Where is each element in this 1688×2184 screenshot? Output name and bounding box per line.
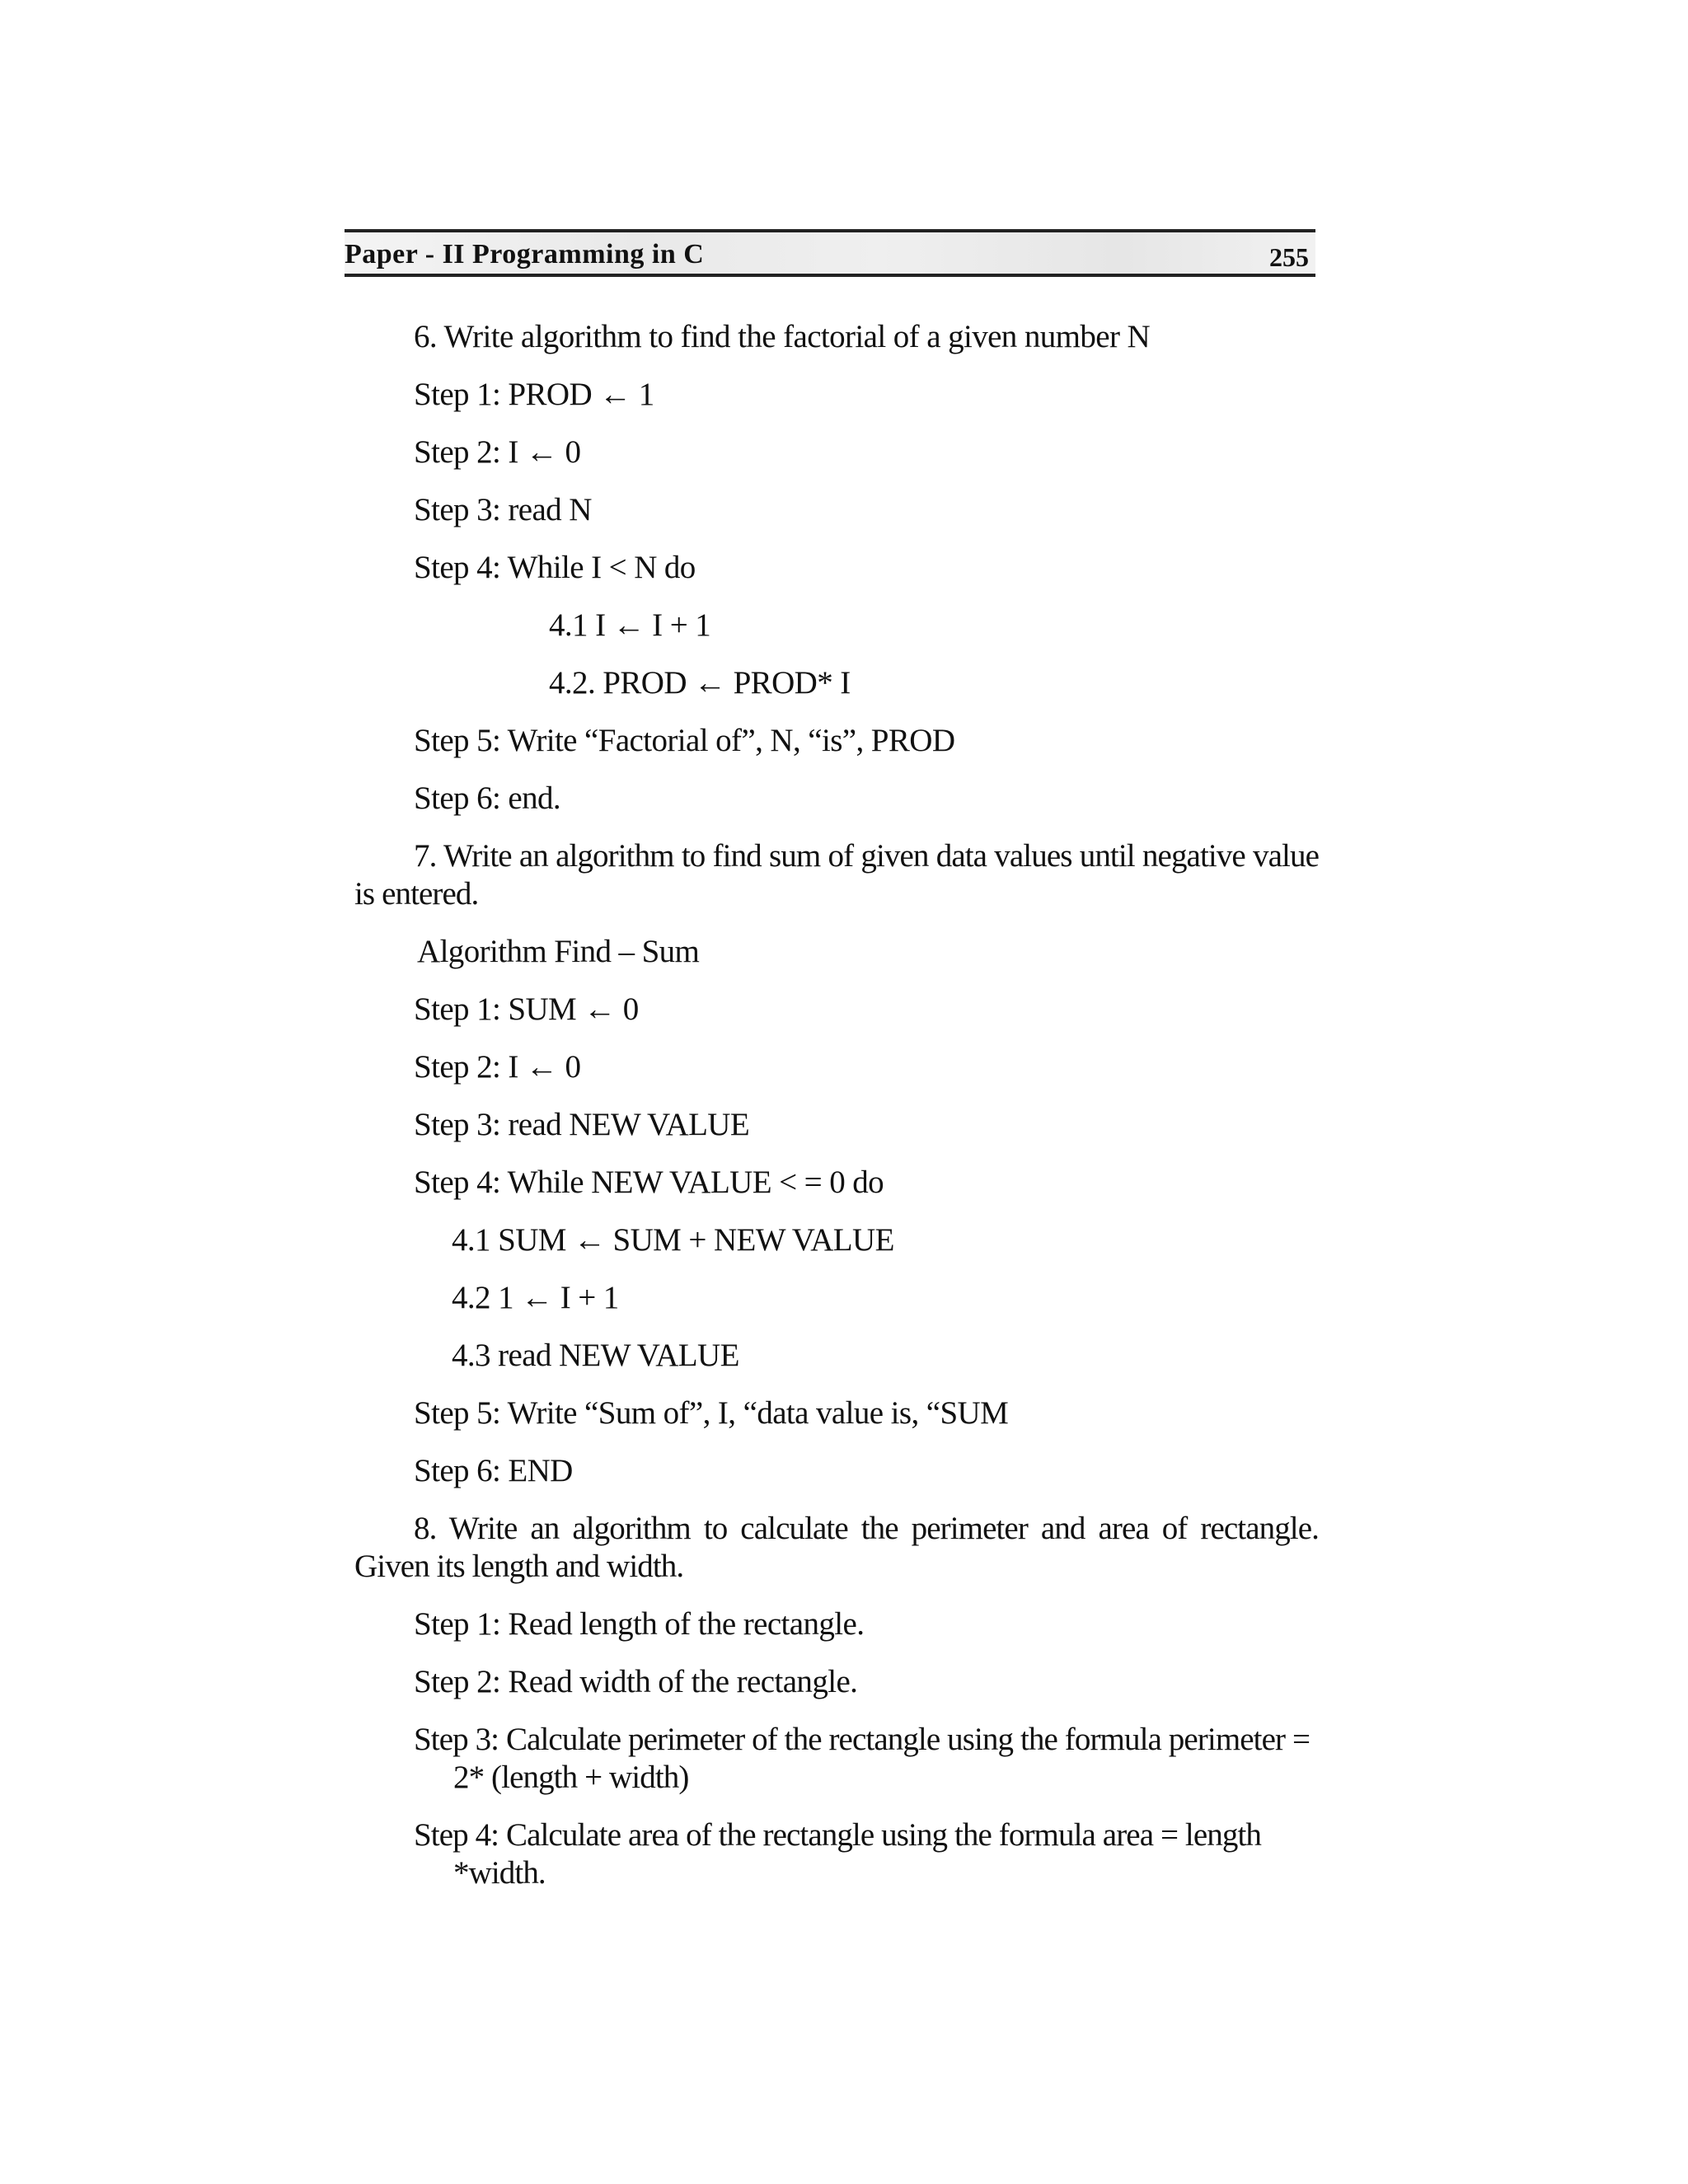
q8-step-4: Step 4: Calculate area of the rectangle using the formula area = length *width. [414,1817,1261,1891]
q7-step-3: Step 3: read NEW VALUE [414,1107,750,1142]
q7-step-1: Step 1: SUM ← 0 [414,991,639,1027]
algorithm-name: Algorithm Find – Sum [417,934,700,969]
q7-step-5: Step 5: Write “Sum of”, I, “data value is, “SUM [414,1395,1009,1431]
q8-step-2: Step 2: Read width of the rectangle. [414,1664,858,1699]
q7-step-4-3: 4.3 read NEW VALUE [452,1338,739,1373]
q7-step-4-2: 4.2 1 ← I + 1 [452,1280,619,1315]
q6-step-4: Step 4: While I < N do [414,550,696,585]
running-header [345,229,1315,277]
q7-step-2: Step 2: I ← 0 [414,1049,581,1085]
question-6: 6. Write algorithm to find the factorial of a given number N [414,319,1151,354]
q6-step-1: Step 1: PROD ← 1 [414,377,654,412]
q8-step-1: Step 1: Read length of the rectangle. [414,1606,865,1642]
header-title: Paper - II Programming in C [345,239,705,269]
q7-step-4-1: 4.1 SUM ← SUM + NEW VALUE [452,1222,894,1258]
q6-step-6: Step 6: end. [414,780,561,816]
q7-step-4: Step 4: While NEW VALUE < = 0 do [414,1165,884,1200]
question-8: 8. Write an algorithm to calculate the perimeter and area of rectangle. Given its length and width. [354,1511,1319,1584]
q7-step-6: Step 6: END [414,1453,573,1488]
q6-step-3: Step 3: read N [414,492,592,527]
q6-step-4-2: 4.2. PROD ← PROD* I [549,665,851,701]
q6-step-5: Step 5: Write “Factorial of”, N, “is”, PROD [414,723,955,758]
q8-step-3: Step 3: Calculate perimeter of the rectangle using the formula perimeter = 2* (length + width) [414,1722,1311,1795]
page-number: 255 [1269,242,1309,272]
q6-step-2: Step 2: I ← 0 [414,434,581,470]
question-7: 7. Write an algorithm to find sum of given data values until negative value is entered. [354,838,1319,912]
q6-step-4-1: 4.1 I ← I + 1 [549,607,711,643]
